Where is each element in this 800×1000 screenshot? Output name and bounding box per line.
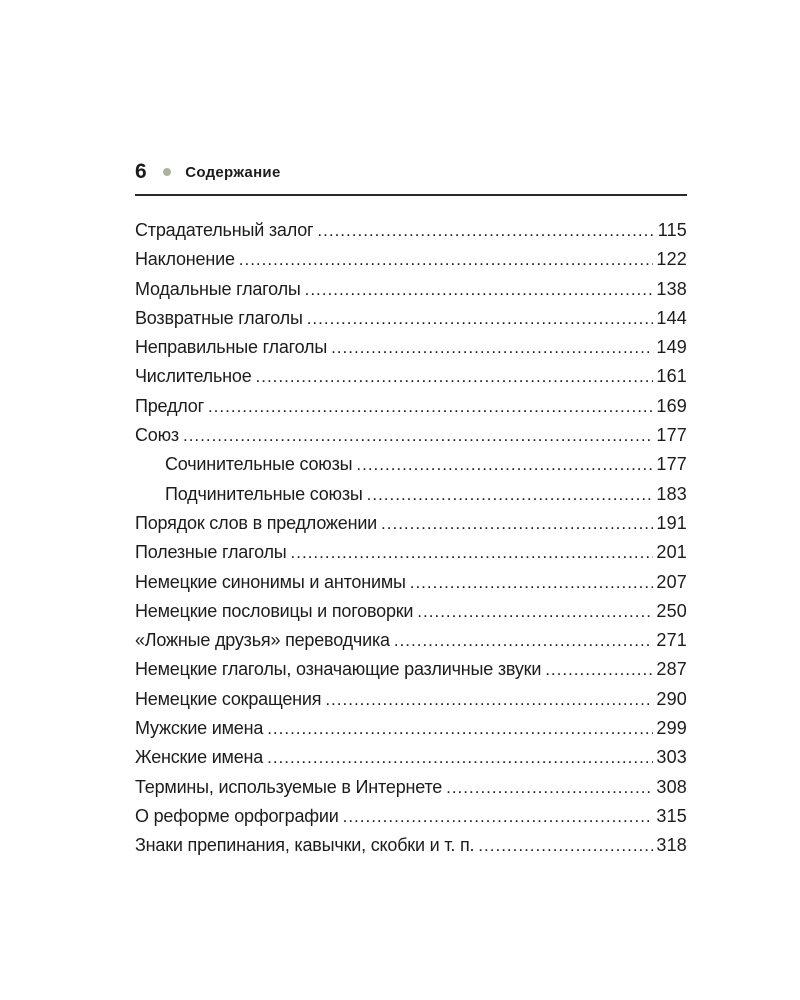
toc-leader-dots: [545, 659, 653, 680]
toc-entry-title: Порядок слов в предложении: [135, 512, 378, 533]
toc-entry: [135, 337, 687, 366]
toc-leader-dots: [256, 366, 654, 387]
toc-entry-page: 144: [656, 307, 687, 328]
toc-entry: [135, 542, 687, 571]
toc-entry-page: 308: [656, 776, 687, 797]
toc-entry-page: 161: [656, 366, 687, 387]
toc-entry: [135, 249, 687, 278]
toc-entry: [135, 425, 687, 454]
page-content: [135, 160, 687, 865]
toc-leader-dots: [446, 777, 653, 798]
toc-entry-title: О реформе орфографии: [135, 805, 339, 826]
toc-entry-title: Подчинительные союзы: [165, 483, 363, 504]
toc-leader-dots: [343, 806, 654, 827]
toc-entry-page: 177: [656, 425, 687, 446]
toc-entry: [135, 806, 687, 835]
toc-leader-dots: [239, 249, 654, 270]
toc-entry-title: Полезные глаголы: [135, 542, 287, 563]
toc-entry-page: 250: [656, 600, 687, 621]
toc-entry-page: 303: [656, 747, 687, 768]
toc-leader-dots: [394, 630, 654, 651]
toc-entry-page: 315: [656, 805, 687, 826]
toc-entry-page: 122: [656, 249, 687, 270]
toc-entry: [135, 513, 687, 542]
toc-entry-title: Немецкие пословицы и поговорки: [135, 600, 414, 621]
toc-entry-page: 191: [656, 512, 687, 533]
toc-leader-dots: [410, 572, 654, 593]
toc-entry: [135, 747, 687, 776]
toc-leader-dots: [381, 513, 653, 534]
toc-entry: [135, 484, 687, 513]
toc-entry-title: Неправильные глаголы: [135, 337, 328, 358]
toc-entry-page: 287: [656, 659, 687, 680]
toc-entry-title: Союз: [135, 425, 179, 446]
toc-entry-page: 149: [656, 337, 687, 358]
toc-entry-title: Возвратные глаголы: [135, 307, 303, 328]
toc-leader-dots: [305, 279, 654, 300]
toc-entry: [135, 396, 687, 425]
toc-leader-dots: [317, 220, 654, 241]
toc-entry: [135, 279, 687, 308]
running-head: [135, 160, 687, 196]
toc-entry-page: 318: [656, 835, 687, 856]
toc-leader-dots: [183, 425, 653, 446]
toc-entry: [135, 718, 687, 747]
toc-entry-page: 115: [657, 220, 687, 240]
toc-entry: [135, 220, 687, 249]
toc-entry-page: 299: [656, 718, 687, 739]
toc-entry-page: 183: [656, 483, 687, 504]
toc-entry-title: Немецкие сокращения: [135, 688, 322, 709]
bullet-icon: [163, 168, 171, 176]
toc-entry: [135, 308, 687, 337]
toc-entry-page: 169: [656, 395, 687, 416]
toc-entry-page: 177: [656, 454, 687, 475]
toc-entry-title: «Ложные друзья» переводчика: [135, 630, 390, 651]
toc-leader-dots: [208, 396, 653, 417]
toc-entry-page: 201: [656, 542, 687, 563]
toc-entry: [135, 777, 687, 806]
toc-entry-title: Числительное: [135, 366, 252, 387]
toc-entry: [135, 689, 687, 718]
toc-entry: [135, 572, 687, 601]
toc-entry-title: Термины, используемые в Интернете: [135, 776, 443, 797]
toc-leader-dots: [267, 747, 653, 768]
toc-entry-page: 138: [656, 278, 687, 299]
toc-leader-dots: [307, 308, 654, 329]
toc-entry-title: Наклонение: [135, 249, 235, 270]
toc-leader-dots: [267, 718, 653, 739]
toc-entry-title: Немецкие глаголы, означающие различные звуки: [135, 659, 542, 680]
toc-entry: [135, 454, 687, 483]
toc-entry: [135, 601, 687, 630]
toc-entry-page: 290: [656, 688, 687, 709]
toc-leader-dots: [331, 337, 653, 358]
toc-entry-title: Модальные глаголы: [135, 278, 301, 299]
toc-entry: [135, 366, 687, 395]
toc-entry-title: Женские имена: [135, 747, 264, 768]
toc-entry-title: Знаки препинания, кавычки, скобки и т. п.: [135, 835, 475, 856]
toc-entry: [135, 659, 687, 688]
toc-entry-title: Предлог: [135, 395, 204, 416]
toc-entry-title: Страдательный залог: [135, 220, 314, 240]
toc-entry-title: Немецкие синонимы и антонимы: [135, 571, 406, 592]
toc-entry: [135, 630, 687, 659]
toc-leader-dots: [291, 542, 654, 563]
toc-leader-dots: [367, 484, 654, 505]
toc-leader-dots: [356, 454, 653, 475]
toc-entry-title: Сочинительные союзы: [165, 454, 353, 475]
toc-leader-dots: [478, 835, 653, 856]
toc-list: [135, 220, 687, 865]
page-number: 6: [135, 160, 148, 183]
section-title: Содержание: [185, 163, 281, 181]
toc-leader-dots: [417, 601, 653, 622]
toc-entry-page: 207: [656, 571, 687, 592]
toc-entry-title: Мужские имена: [135, 718, 264, 739]
toc-entry: [135, 835, 687, 864]
toc-leader-dots: [325, 689, 653, 710]
toc-entry-page: 271: [656, 630, 687, 651]
